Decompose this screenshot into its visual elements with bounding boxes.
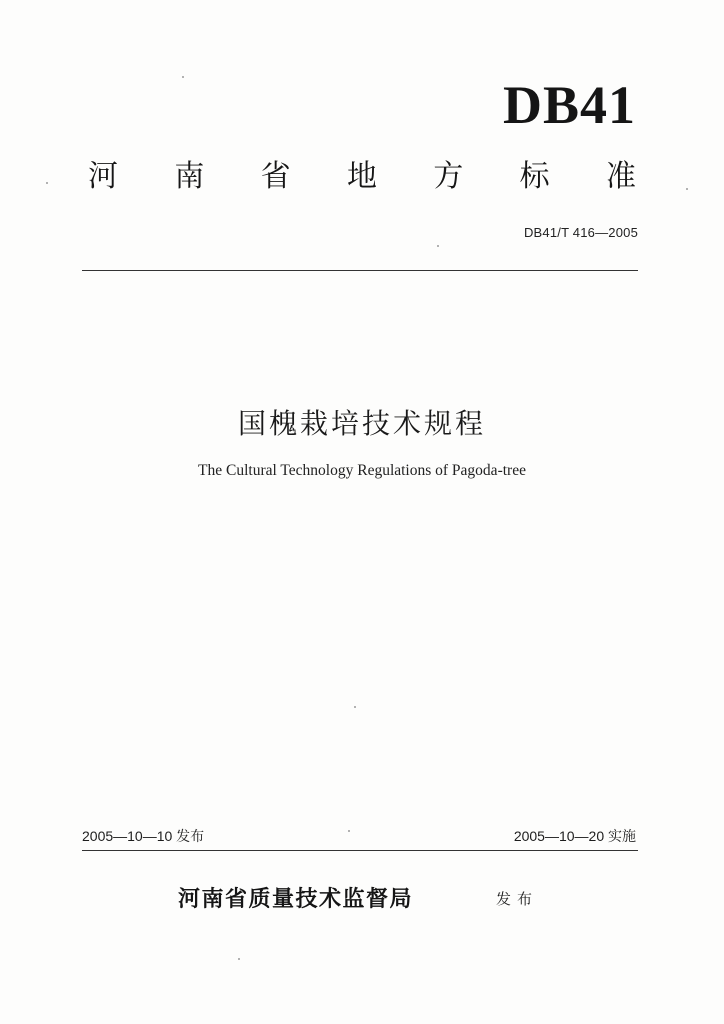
scan-speck: [46, 182, 48, 184]
document-title-chinese: 国槐栽培技术规程: [237, 407, 486, 440]
title-char: 河: [88, 159, 118, 194]
issue-date: 2005—10—10 发布: [82, 828, 205, 844]
title-char: 省: [260, 159, 291, 194]
implementation-date: 2005—10—20 实施: [513, 828, 636, 844]
header-divider: [82, 270, 638, 271]
title-char: 南: [174, 159, 205, 194]
title-char: 标: [519, 159, 550, 194]
scan-speck: [348, 830, 350, 832]
standard-number: DB41/T 416—2005: [523, 225, 638, 240]
footer-divider: [82, 850, 638, 851]
scan-speck: [182, 76, 184, 78]
scan-speck: [238, 958, 240, 960]
scan-speck: [354, 706, 356, 708]
issue-action-label: 发布: [496, 890, 539, 908]
document-title-english: The Cultural Technology Regulations of Pagoda-tree: [198, 462, 526, 479]
title-char: 方: [433, 159, 464, 194]
title-char: 地: [346, 159, 377, 194]
scan-speck: [686, 188, 688, 190]
scan-speck: [437, 245, 439, 247]
issuing-authority: 河南省质量技术监督局: [178, 887, 414, 912]
standard-category-title: [88, 159, 636, 194]
title-char: 准: [605, 159, 636, 194]
standard-code-mark: DB41: [502, 75, 636, 135]
